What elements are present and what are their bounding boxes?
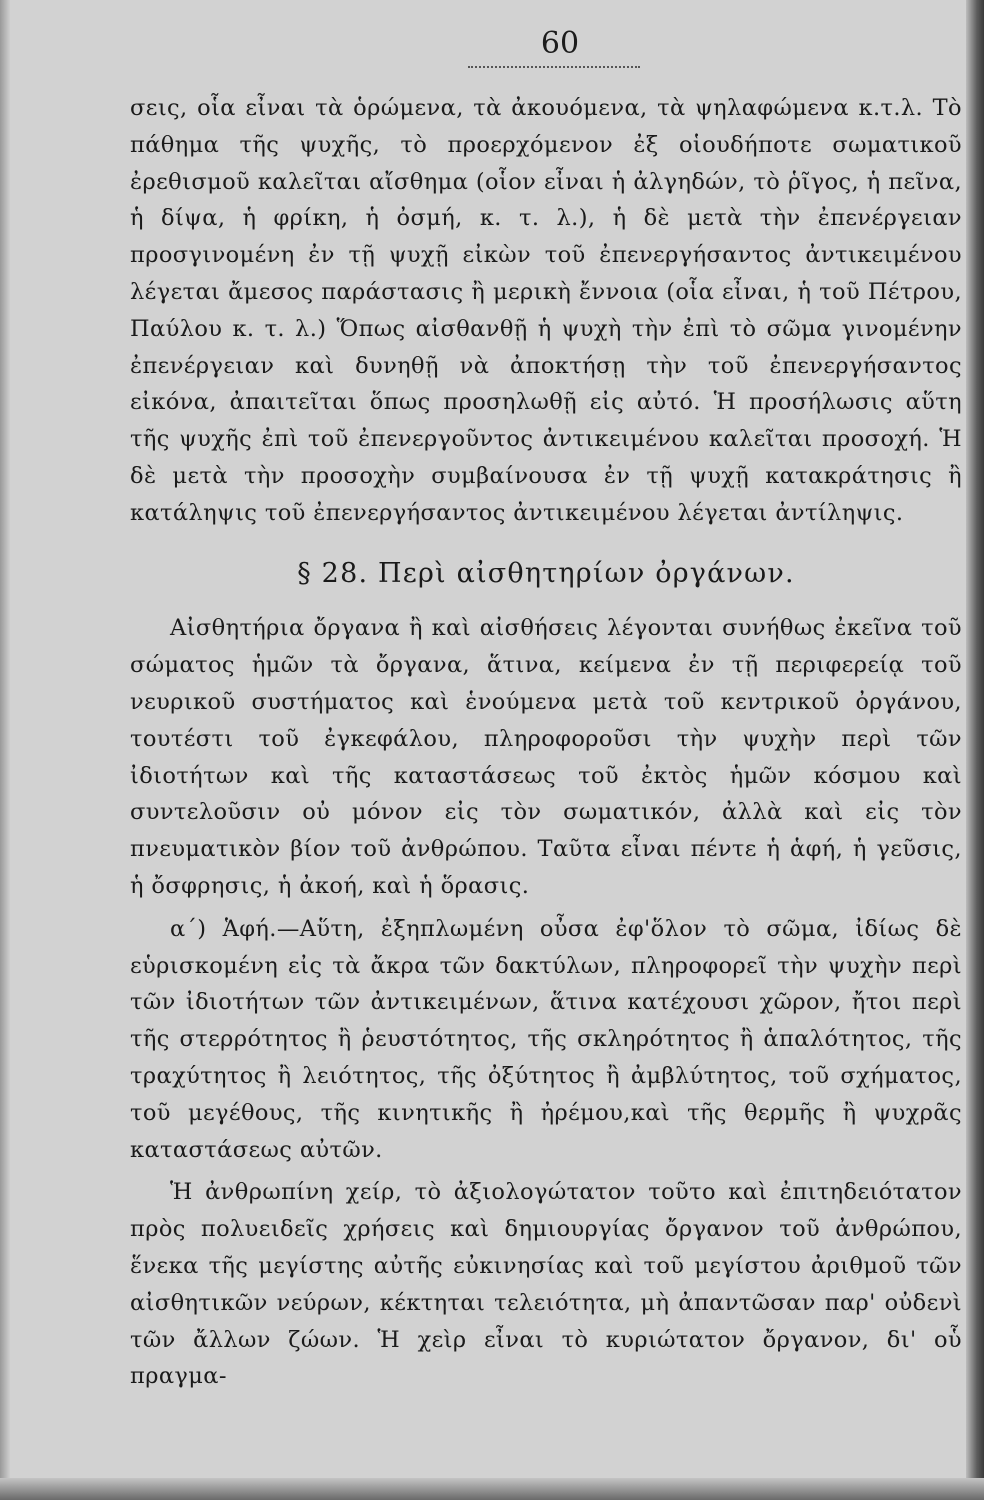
paragraph-touch: α΄) Ἁφή.—Αὕτη, ἐξηπλωμένη οὖσα ἐφ'ὅλον τὸ σῶμα, ἰδίως δὲ εὑρισκομένη εἰς τὰ ἄκρα τῶν δακτύλων, πληροφορεῖ τὴν ψυχὴν περὶ τῶν ἰδιοτήτων τῶν ἀντικειμένων, ἅτινα κατέχουσι χῶρον, ἤτοι περὶ τῆς στερρότητος ἢ ῥευστότητος, τῆς σκληρότητος ἢ ἁπαλότητος, τῆς τραχύτητος ἢ λειότητος, τῆς ὀξύτητος ἢ ἀμβλύτητος, τοῦ σχήματος, τοῦ μεγέθους, τῆς κινητικῆς ἢ ἠρέμου,καὶ τῆς θερμῆς ἢ ψυχρᾶς καταστάσεως αὐτῶν. <box>130 915 962 1163</box>
book-binding-edge <box>966 0 984 1500</box>
page-number-rule <box>468 66 640 68</box>
section-heading: § 28. Περὶ αἰσθητηρίων ὀργάνων. <box>297 557 795 589</box>
paragraph-sensation-definitions: σεις, οἷα εἶναι τὰ ὁρώμενα, τὰ ἀκουόμενα, τὰ ψηλαφώμενα κ.τ.λ. Τὸ πάθημα τῆς ψυχῆς, τὸ προερχόμενον ἐξ οἱουδήποτε σωματικοῦ ἐρεθισμοῦ καλεῖται αἴσθημα (οἷον εἶναι ἡ ἀλγηδών, τὸ ῥῖγος, ἡ πεῖνα, ἡ δίψα, ἡ φρίκη, ἡ ὀσμή, κ. τ. λ.), ἡ δὲ μετὰ τὴν ἐπενέργειαν προσγινομένη ἐν τῇ ψυχῇ εἰκὼν τοῦ ἐπενεργήσαντος ἀντικειμένου λέγεται ἄμεσος παράστασις ἢ μερικὴ ἔννοια (οἷα εἶναι, ἡ τοῦ Πέτρου, Παύλου κ. τ. λ.) Ὅπως αἰσθανθῇ ἡ ψυχὴ τὴν ἐπὶ τὸ σῶμα γινομένην ἐπενέργειαν καὶ δυνηθῇ νὰ ἀποκτήσῃ τὴν τοῦ ἐπενεργήσαντος εἰκόνα, ἀπαιτεῖται ὅπως προσηλωθῇ εἰς αὐτό. Ἡ προσήλωσις αὕτη τῆς ψυχῆς ἐπὶ τοῦ ἐπενεργοῦντος ἀντικειμένου καλεῖται προσοχή. Ἡ δὲ μετὰ τὴν προσοχὴν συμβαίνουσα ἐν τῇ ψυχῇ κατακράτησις ἢ κατάληψις τοῦ ἐπενεργήσαντος ἀντικειμένου λέγεται ἀντίληψις. <box>130 95 962 526</box>
page-bottom-edge <box>0 1478 984 1500</box>
paragraph-sense-organs: Αἰσθητήρια ὄργανα ἢ καὶ αἰσθήσεις λέγονται συνήθως ἐκεῖνα τοῦ σώματος ἡμῶν τὰ ὄργανα, ἅτινα, κείμενα ἐν τῇ περιφερείᾳ τοῦ νευρικοῦ συστήματος καὶ ἑνούμενα μετὰ τοῦ κεντρικοῦ ὀργάνου, τουτέστι τοῦ ἐγκεφάλου, πληροφοροῦσι τὴν ψυχὴν περὶ τῶν ἰδιοτήτων καὶ τῆς καταστάσεως τοῦ ἐκτὸς ἡμῶν κόσμου καὶ συντελοῦσιν οὐ μόνον εἰς τὸν σωματικόν, ἀλλὰ καὶ εἰς τὸν πνευματικὸν βίον τοῦ ἀνθρώπου. Ταῦτα εἶναι πέντε ἡ ἁφή, ἡ γεῦσις, ἡ ὄσφρησις, ἡ ἀκοή, καὶ ἡ ὅρασις. <box>130 615 962 899</box>
page-number: 60 <box>540 26 580 61</box>
page-body <box>130 90 962 1395</box>
page-left-edge <box>0 0 10 1500</box>
paragraph-human-hand: Ἡ ἀνθρωπίνη χείρ, τὸ ἀξιολογώτατον τοῦτο καὶ ἐπιτηδειότατον πρὸς πολυειδεῖς χρήσεις καὶ δημιουργίας ὄργανον τοῦ ἀνθρώπου, ἕνεκα τῆς μεγίστης αὐτῆς εὐκινησίας καὶ τοῦ μεγίστου ἀριθμοῦ τῶν αἰσθητικῶν νεύρων, κέκτηται τελειότητα, μὴ ἀπαντῶσαν παρ' οὐδενὶ τῶν ἄλλων ζώων. Ἡ χεὶρ εἶναι τὸ κυριώτατον ὄργανον, δι' οὗ πραγμα- <box>130 1179 962 1390</box>
